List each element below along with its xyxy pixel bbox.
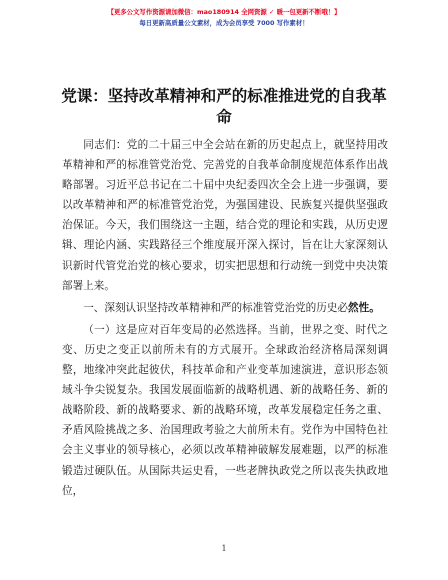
document-title: 党课：坚持改革精神和严的标准推进党的自我革命 (61, 87, 387, 126)
promo-banner-line-1: 【更多公文写作资源请加微信：mao180914 全网资源 ✓ 暖一包更新不断哦！】 (107, 8, 341, 16)
section-heading-tail: 然性。 (348, 301, 380, 314)
promo-banner-line-2: 每日更新高质量公文素材，成为会员享受 7000 写作素材！ (139, 19, 309, 27)
section-heading-lead: 一、深刻认识坚持改革精神和严的标准管党治党的历史必 (83, 301, 349, 314)
page-number: 1 (221, 544, 227, 553)
section-heading (62, 298, 388, 318)
document-body (62, 135, 388, 501)
subsection-paragraph: （一）这是应对百年变局的必然选择。当前，世界之变、时代之变、历史之变正以前所未有的方式展开。全球政治经济格局深刻调整，地缘冲突此起彼伏，科技革命和产业变革加速演进，意识形态领域斗争尖锐复杂。我国发展面临新的战略机遇、新的战略任务、新的战略阶段、新的战略要求、新的战略环境，改革发展稳定任务之重、矛盾风险挑战之多、治国理政考验之大前所未有。党作为中国特色社会主义事业的领导核心，必须以改革精神破解发展难题，以严的标准锻造过硬队伍。从国际共运史看，一些老牌执政党之所以丧失执政地位， (62, 323, 388, 497)
promo-banner (0, 7, 448, 29)
intro-paragraph: 同志们：党的二十届三中全会站在新的历史起点上，就坚持用改革精神和严的标准管党治党、完善党的自我革命制度规范体系作出战略部署。习近平总书记在二十届中央纪委四次全会上进一步强调，要以改革精神和严的标准管党治党，为强国建设、民族复兴提供坚强政治保证。今天，我们围绕这一主题，结合党的理论和实践，从历史逻辑、理论内涵、实践路径三个维度展开深入探讨，旨在让大家深刻认识新时代管党治党的核心要求，切实把思想和行动统一到党中央决策部署上来。 (62, 139, 388, 292)
